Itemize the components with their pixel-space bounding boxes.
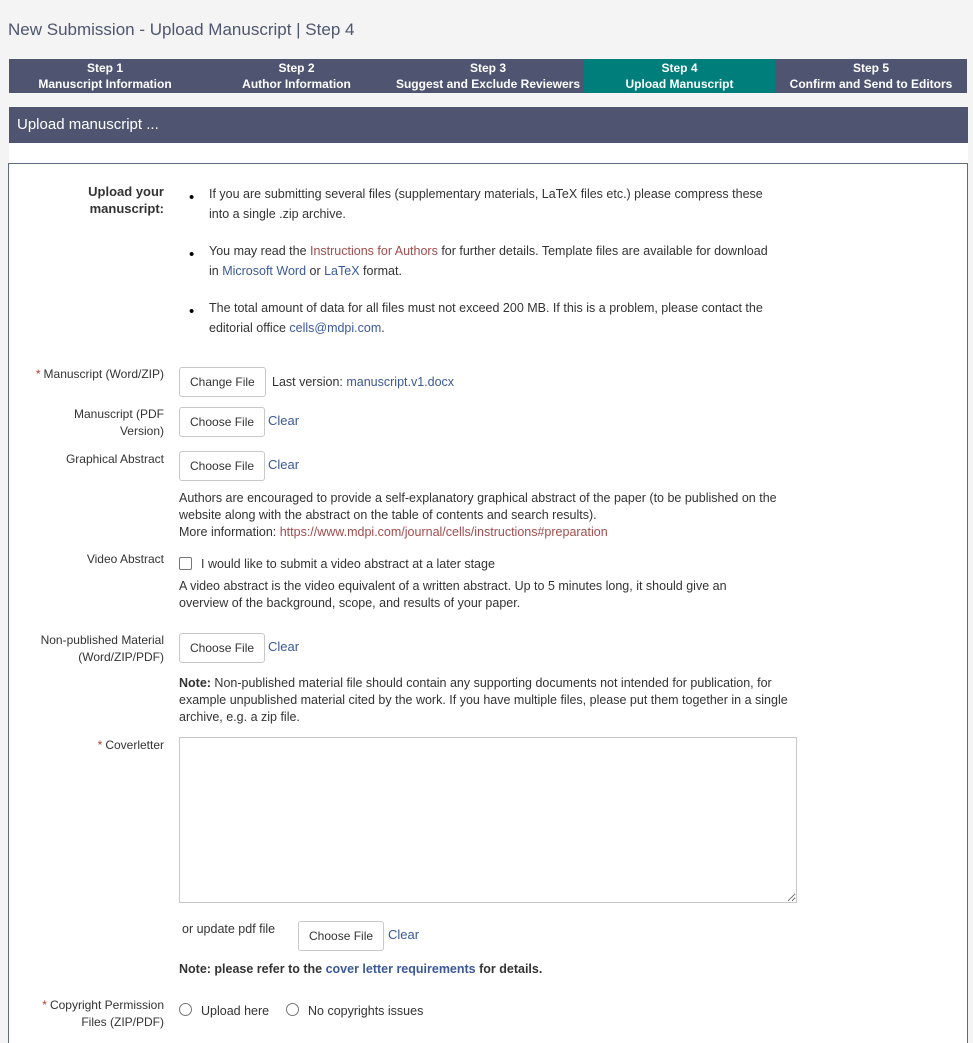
step-label: Suggest and Exclude Reviewers (395, 77, 581, 91)
no-copyrights-radio[interactable] (286, 1003, 299, 1016)
last-version-file-link[interactable]: manuscript.v1.docx (346, 375, 455, 389)
non-published-clear-link[interactable]: Clear (268, 639, 300, 654)
coverletter-note (179, 961, 542, 978)
step-label: Upload Manuscript (625, 77, 734, 91)
section-header: Upload manuscript ... (9, 107, 968, 143)
label-line: Version) (119, 424, 164, 438)
more-info-label: More information: (179, 525, 280, 539)
step-5[interactable] (775, 59, 967, 93)
instruction-text: format. (359, 264, 402, 278)
last-version-label: Last version: (272, 375, 343, 389)
step-number: Step 1 (86, 61, 123, 75)
upload-intro-label: Upload your manuscript: (88, 184, 164, 216)
change-file-button[interactable]: Change File (179, 367, 266, 397)
step-number: Step 3 (469, 61, 506, 75)
microsoft-word-template-link[interactable]: Microsoft Word (222, 264, 307, 278)
instructions-for-authors-link[interactable]: Instructions for Authors (310, 244, 438, 258)
video-abstract-help: A video abstract is the video equivalent of a written abstract. Up to 5 minutes long, it should give an overview of the background, scope, and results of your paper. (179, 579, 727, 610)
step-1[interactable] (9, 59, 201, 93)
manuscript-pdf-choose-file-button[interactable]: Choose File (179, 407, 265, 437)
page-title: New Submission - Upload Manuscript | Step 4 (8, 20, 355, 39)
step-label: Confirm and Send to Editors (789, 77, 953, 91)
label-line: Copyright Permission (49, 998, 164, 1012)
graphical-abstract-clear-link[interactable]: Clear (268, 457, 300, 472)
instruction-text: or (306, 264, 325, 278)
note-text: for details. (475, 962, 543, 976)
manuscript-pdf-clear-link[interactable]: Clear (268, 413, 300, 428)
page-margin (968, 0, 973, 1036)
required-mark: * (97, 738, 103, 752)
step-number: Step 4 (661, 61, 698, 75)
coverletter-pdf-choose-file-button[interactable]: Choose File (298, 921, 384, 951)
non-published-choose-file-button[interactable]: Choose File (179, 633, 265, 663)
coverletter-pdf-clear-link[interactable]: Clear (388, 927, 420, 942)
editorial-email-link[interactable]: cells@mdpi.com (289, 321, 382, 335)
step-label: Manuscript Information (38, 77, 172, 91)
instruction-item (189, 241, 769, 281)
non-published-note (179, 675, 799, 726)
note-label: Note: (179, 676, 211, 690)
manuscript-word-label (36, 366, 164, 383)
upload-here-label[interactable]: Upload here (201, 1004, 270, 1018)
cover-letter-requirements-link[interactable]: cover letter requirements (325, 962, 476, 976)
step-3[interactable] (392, 59, 584, 93)
label-text: Coverletter (105, 738, 164, 752)
instruction-item (189, 298, 769, 338)
step-number: Step 5 (852, 61, 889, 75)
graphical-abstract-help (179, 490, 794, 541)
label-text: Manuscript (Word/ZIP) (43, 367, 164, 381)
note-text: Non-published material file should contain any supporting documents not intended for publication, for example unpublished material cited by the work. If you have multiple files, please put them together in a single archive, e.g. a zip file. (179, 676, 788, 724)
note-text: Note: please refer to the (179, 962, 326, 976)
coverletter-label (98, 737, 164, 754)
non-published-label (41, 632, 164, 666)
video-abstract-checkbox[interactable] (179, 557, 192, 570)
upload-instructions (189, 184, 769, 355)
instruction-text: If you are submitting several files (supplementary materials, LaTeX files etc.) please compress these into a single .zip archive. (209, 187, 763, 221)
copyright-label (42, 997, 164, 1031)
manuscript-pdf-label (74, 406, 164, 440)
required-mark: * (42, 998, 47, 1012)
no-copyrights-label[interactable]: No copyrights issues (308, 1004, 424, 1018)
instruction-text: . (381, 321, 385, 335)
latex-template-link[interactable]: LaTeX (324, 264, 360, 278)
coverletter-textarea[interactable] (179, 737, 797, 903)
step-number: Step 2 (278, 61, 315, 75)
graphical-abstract-choose-file-button[interactable]: Choose File (179, 451, 265, 481)
or-update-pdf-label: or update pdf file (182, 922, 276, 936)
instruction-text: for further details. Template files are available for download in (209, 244, 768, 278)
label-line: Files (ZIP/PDF) (81, 1015, 164, 1029)
label-line: Manuscript (PDF (73, 407, 164, 421)
required-mark: * (35, 367, 41, 381)
label-line: Non-published Material (40, 633, 164, 647)
instruction-text: The total amount of data for all files must not exceed 200 MB. If this is a problem, please contact the editorial office (209, 301, 763, 335)
step-label: Author Information (242, 77, 351, 91)
more-info-link[interactable]: https://www.mdpi.com/journal/cells/instructions#preparation (279, 525, 608, 539)
label-line: (Word/ZIP/PDF) (78, 650, 164, 664)
step-navigation (9, 59, 967, 93)
help-text: Authors are encouraged to provide a self-explanatory graphical abstract of the paper (to be published on the website along with the abstract on the table of contents and search results). (179, 491, 777, 522)
upload-here-radio[interactable] (179, 1003, 192, 1016)
header-gap (9, 143, 968, 163)
instruction-item (189, 184, 769, 224)
video-abstract-label: Video Abstract (86, 552, 164, 566)
video-abstract-checkbox-label[interactable]: I would like to submit a video abstract at a later stage (201, 557, 495, 571)
step-4[interactable] (584, 59, 775, 93)
instruction-text: You may read the (209, 244, 310, 258)
graphical-abstract-label: Graphical Abstract (65, 452, 164, 466)
last-version (272, 374, 454, 391)
step-2[interactable] (201, 59, 392, 93)
